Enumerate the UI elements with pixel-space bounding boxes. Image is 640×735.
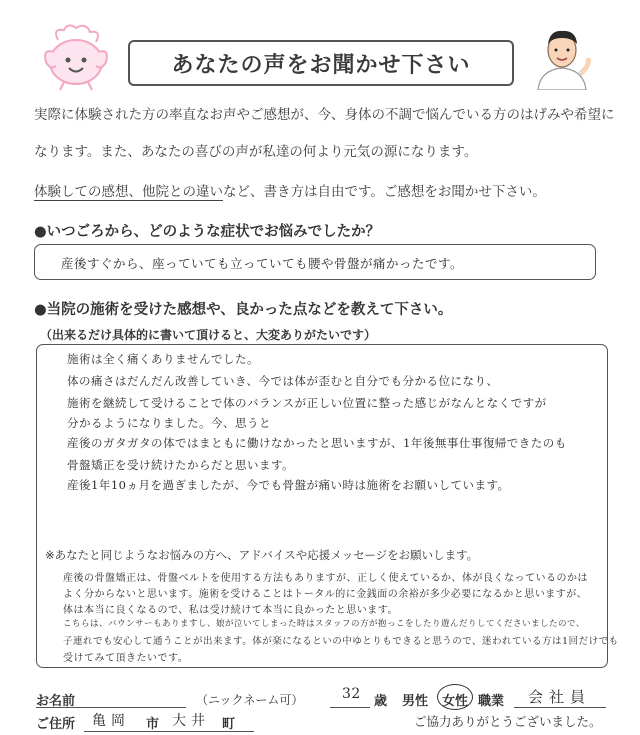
name-label: お名前 [36, 694, 76, 709]
question-1-answer: 産後すぐから、座っていても立っていても腰や骨盤が痛かったです。 [61, 256, 464, 271]
nickname-note: （ニックネーム可） [196, 693, 304, 707]
answer-line-3: 施術を継続して受けることで体のバランスが正しい位置に整った感じがなんとなくですが [67, 396, 547, 410]
address-town-suffix: 町 [222, 717, 236, 732]
advice-line-4: こちらは、バウンサーもありますし、娘が泣いてしまった時はスタッフの方が抱っこをしたり遊んだりしてくださいましたので、 [63, 619, 585, 629]
female-option: 女性 [442, 694, 469, 709]
page-title: あなたの声をお聞かせ下さい [128, 40, 514, 86]
male-option: 男性 [402, 694, 429, 709]
intro-line-1: 実際に体験された方の率直なお声やご感想が、今、身体の不調で悩んでいる方のはげみや希望に [34, 107, 615, 123]
advice-line-6: 受けてみて頂きたいです。 [63, 653, 189, 664]
job-value: 会社員 [528, 688, 592, 706]
question-1-answer-box [34, 244, 596, 280]
advice-line-1: 産後の骨盤矯正は、骨盤ベルトを使用する方法もありますが、正しく使えているか、体が良くなっているのかは [63, 573, 588, 584]
answer-line-4: 分かるようになりました。今、思うと [67, 416, 271, 430]
doctor-avatar-icon [528, 26, 598, 90]
age-underline [330, 707, 370, 708]
answer-line-5: 産後のガタガタの体ではまともに働けなかったと思いますが、1年後無事仕事復帰できたのも [67, 436, 567, 450]
answer-line-7: 産後1年10ヵ月を過ぎましたが、今でも骨盤が痛い時は施術をお願いしています。 [67, 478, 510, 492]
answer-line-1: 施術は全く痛くありませんでした。 [67, 352, 259, 366]
age-value: 32 [342, 686, 361, 702]
advice-heading: ※あなたと同じようなお悩みの方へ、アドバイスや応援メッセージをお願いします。 [45, 548, 479, 562]
address-city-suffix: 市 [146, 717, 160, 732]
intro-line-2: なります。また、あなたの喜びの声が私達の何より元気の源になります。 [34, 144, 478, 160]
job-label: 職業 [478, 694, 505, 709]
job-underline [514, 707, 606, 708]
age-unit: 歳 [374, 694, 388, 709]
name-underline [36, 707, 186, 708]
question-2-subheading: （出来るだけ具体的に書いて頂けると、大変ありがたいです） [40, 328, 377, 342]
intro-underlined-text: 体験しての感想、他院との違い [34, 184, 223, 200]
intro-line-3-rest: など、書き方は自由です。ご感想をお聞かせ下さい。 [223, 184, 546, 200]
address-underline [84, 731, 254, 732]
mascot-icon [38, 22, 114, 92]
thanks-message: ご協力ありがとうございました。 [414, 714, 602, 729]
question-2-answer-box [36, 344, 619, 668]
address-city: 亀岡 [92, 713, 130, 729]
address-town: 大井 [172, 713, 210, 729]
address-label: ご住所 [36, 717, 76, 732]
question-2-heading: ●当院の施術を受けた感想や、良かった点などを教えて下さい。 [34, 302, 453, 318]
intro-line-3 [34, 180, 546, 200]
answer-line-6: 骨盤矯正を受け続けたからだと思います。 [67, 458, 295, 472]
advice-line-5: 子連れでも安心して通うことが出来ます。体が楽になるといの中ゆとりもできると思うので、迷われている方は1回だけでも [63, 636, 619, 647]
question-1-heading: ●いつごろから、どのような症状でお悩みでしたか？ [34, 224, 381, 240]
advice-line-3: 体は本当に良くなるので、私は受け続けて本当に良かったと思います。 [63, 605, 398, 616]
advice-line-2: よく分からないと思います。施術を受けることはトータル的に金銭面の余裕が多少必要になるかと思いますが、 [63, 589, 588, 600]
answer-line-2: 体の痛さはだんだん改善していき、今では体が歪むと自分でも分かる位になり、 [67, 374, 499, 388]
